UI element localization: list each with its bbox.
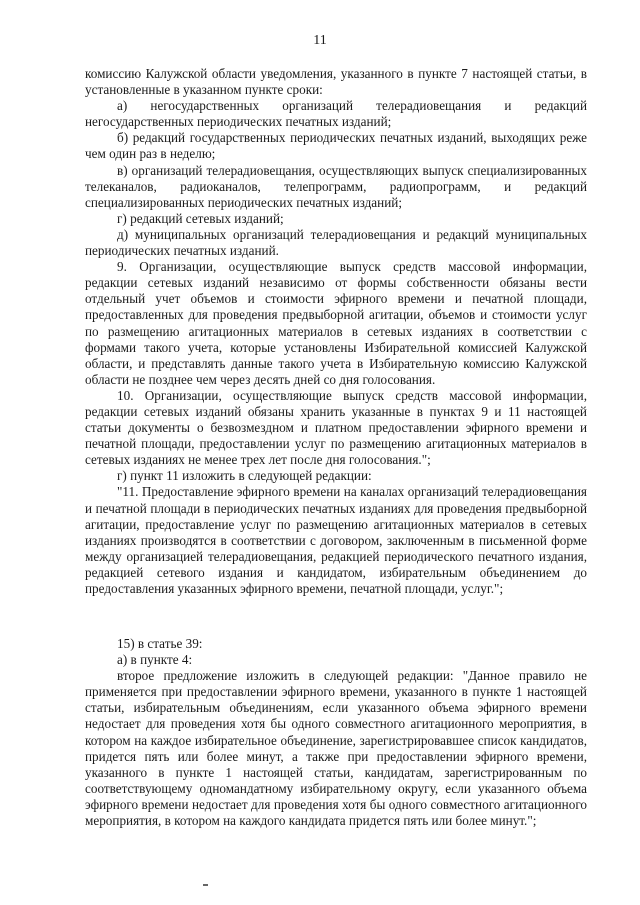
paragraph-continuation: комиссию Калужской области уведомления, указанного в пункте 7 настоящей статьи, в установленные в указанном пункте сроки: xyxy=(85,66,587,98)
text-block-amendments-article-38 xyxy=(85,66,587,597)
text-block-amendments-article-39 xyxy=(85,636,587,829)
paragraph-second-sentence: второе предложение изложить в следующей редакции: "Данное правило не применяется при предоставлении эфирного времени, указанного в пункте 1 настоящей статьи, избирательным объединениям, если указанного объема эфирного времени недостает для проведения хотя бы одного совместного агитационного мероприятия, в котором на каждое избирательное объединение, зарегистрировавшее список кандидатов, придется пять или более минут, а также при предоставлении эфирного времени, указанного в пункте 1 настоящей статьи, кандидатам, зарегистрированным по соответствующему одномандатному избирательному округу, если указанного объема эфирного времени недостает для проведения хотя бы одного совместного агитационного мероприятия, в котором на каждого кандидата придется пять или более минут."; xyxy=(85,668,587,829)
paragraph-item-v: в) организаций телерадиовещания, осуществляющих выпуск специализированных телеканалов, радиоканалов, телепрограмм, радиопрограмм, и редакций специализированных периодических печатных изданий; xyxy=(85,162,587,210)
paragraph-point-9: 9. Организации, осуществляющие выпуск средств массовой информации, редакции сетевых изданий независимо от формы собственности обязаны вести отдельный учет объемов и стоимости эфирного времени и печатной площади, предоставленных для проведения предвыборной агитации, объемов и стоимости услуг по размещению агитационных материалов в сетевых изданиях в соответствии с формами такого учета, которые установлены Избирательной комиссией Калужской области, и представлять данные такого учета в Избирательную комиссию Калужской области не позднее чем через десять дней со дня голосования. xyxy=(85,259,587,387)
paragraph-point-10: 10. Организации, осуществляющие выпуск средств массовой информации, редакции сетевых изданий обязаны хранить указанные в пунктах 9 и 11 настоящей статьи документы о безвозмездном и платном предоставлении эфирного времени и печатной площади, предоставлении услуг по размещению агитационных материалов в сетевых изданиях не менее трех лет после дня голосования."; xyxy=(85,387,587,468)
paragraph-item-b: б) редакций государственных периодических печатных изданий, выходящих реже чем один раз в неделю; xyxy=(85,130,587,162)
paragraph-item-a: а) негосударственных организаций телерадиовещания и редакций негосударственных периодических печатных изданий; xyxy=(85,98,587,130)
scan-artifact-mark xyxy=(203,884,208,886)
paragraph-item-d: д) муниципальных организаций телерадиовещания и редакций муниципальных периодических печатных изданий. xyxy=(85,226,587,259)
paragraph-item-15: 15) в статье 39: xyxy=(117,636,203,651)
page-number: 11 xyxy=(313,33,327,48)
paragraph-point-11: "11. Предоставление эфирного времени на каналах организаций телерадиовещания и печатной площади в периодических печатных изданиях для проведения предвыборной агитации, предоставление услуг по размещению агитационных материалов в сетевых изданиях производятся в соответствии с договором, заключенным в письменной форме между организацией телерадиовещания, редакцией периодического печатного издания, редакцией сетевого издания и кандидатом, избирательным объединением до предоставления указанных эфирного времени, печатной площади, услуг."; xyxy=(85,484,587,596)
paragraph-subpoint-g: г) пункт 11 изложить в следующей редакции: xyxy=(117,468,372,484)
paragraph-subitem-a: а) в пункте 4: xyxy=(117,652,193,668)
paragraph-item-g: г) редакций сетевых изданий; xyxy=(117,210,284,226)
